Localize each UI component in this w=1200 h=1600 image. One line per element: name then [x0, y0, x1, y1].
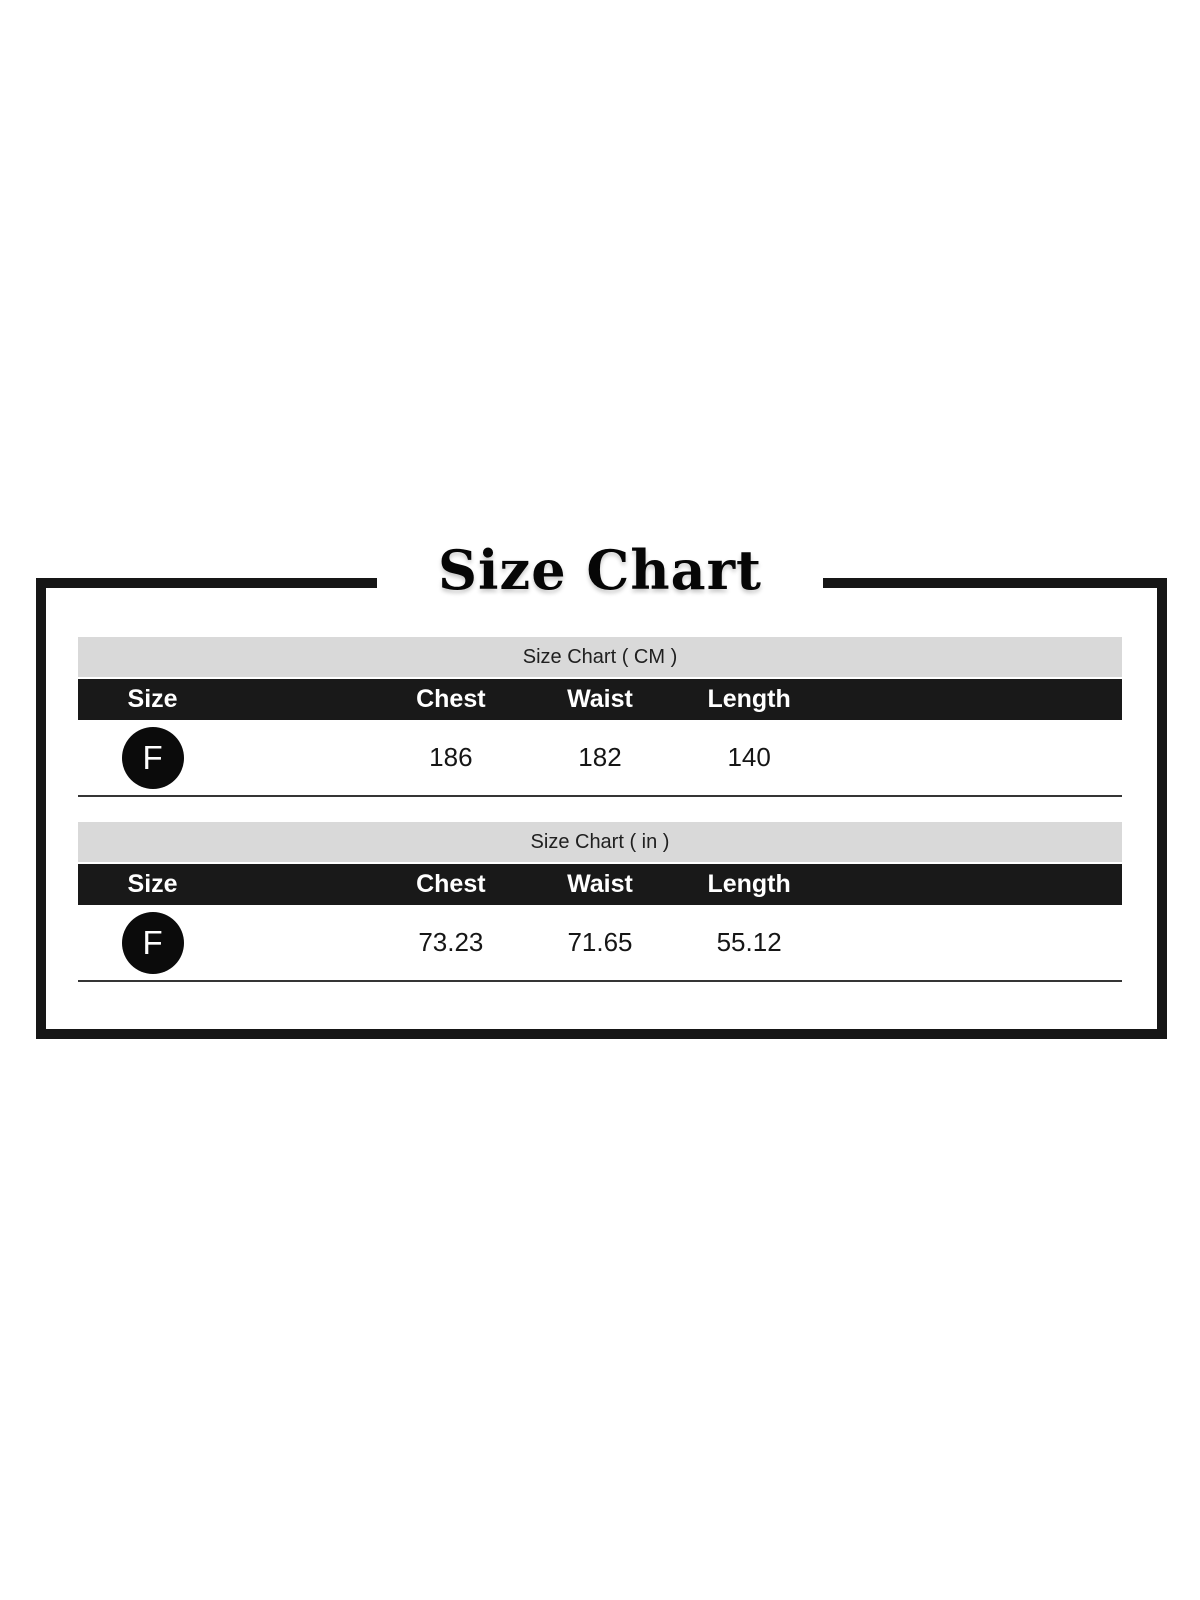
- table-header-row-cm: [78, 679, 1122, 720]
- column-header-waist: Waist: [567, 685, 633, 713]
- waist-value-in: 71.65: [567, 927, 633, 957]
- column-header-length: Length: [707, 870, 791, 898]
- size-badge: F: [122, 727, 184, 789]
- table-caption-cm: [78, 637, 1122, 677]
- size-cell-cm: [78, 720, 227, 795]
- table-row-in: [78, 905, 1122, 982]
- column-header-size: Size: [127, 870, 178, 898]
- length-value-in: 55.12: [716, 927, 782, 957]
- page-title: Size Chart: [438, 538, 762, 602]
- column-header-waist: Waist: [567, 870, 633, 898]
- size-cell-in: [78, 905, 227, 980]
- table-header-row-in: [78, 864, 1122, 905]
- size-table-cm: [78, 637, 1122, 797]
- size-badge: F: [122, 912, 184, 974]
- table-caption-cm-label: Size Chart ( CM ): [522, 645, 678, 668]
- chest-value-cm: 186: [429, 742, 473, 772]
- table-caption-in-label: Size Chart ( in ): [530, 830, 670, 853]
- column-header-length: Length: [707, 685, 791, 713]
- column-header-chest: Chest: [416, 870, 486, 898]
- table-row-cm: [78, 720, 1122, 797]
- table-caption-in: [78, 822, 1122, 862]
- size-table-in: [78, 822, 1122, 982]
- waist-value-cm: 182: [578, 742, 622, 772]
- column-header-size: Size: [127, 685, 178, 713]
- length-value-cm: 140: [727, 742, 771, 772]
- column-header-chest: Chest: [416, 685, 486, 713]
- chest-value-in: 73.23: [418, 927, 484, 957]
